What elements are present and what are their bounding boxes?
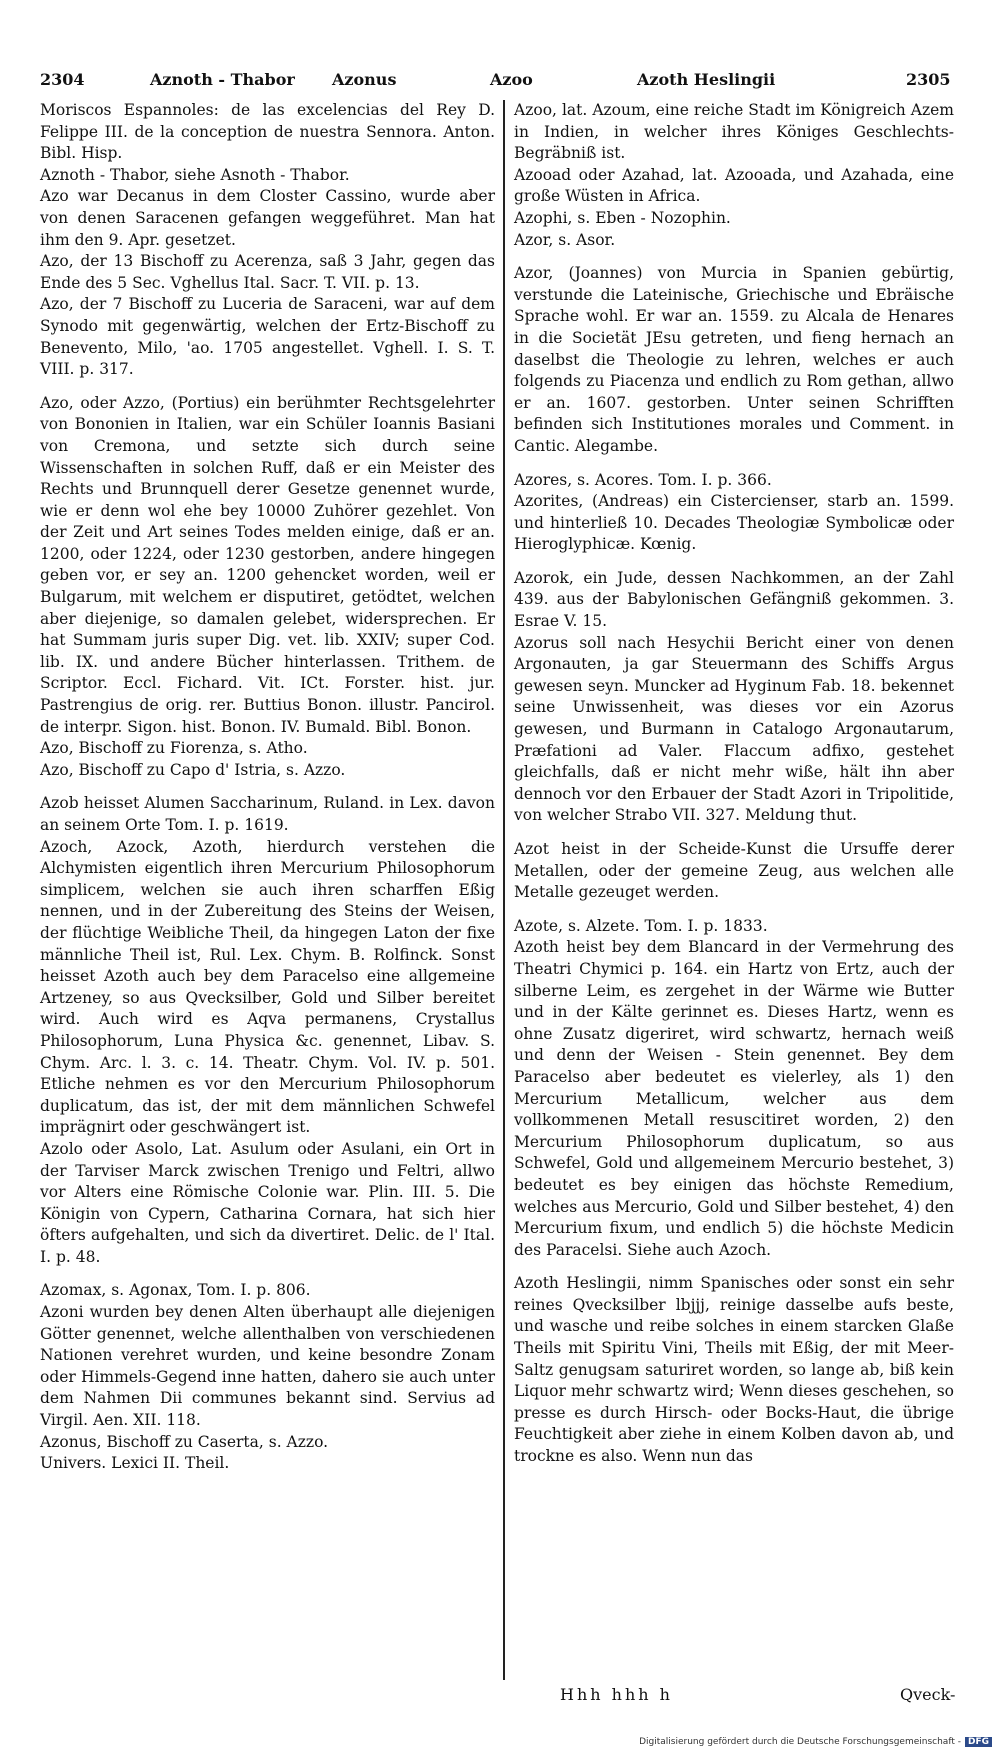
entry-aznoth-thabor: Aznoth - Thabor, siehe Asnoth - Thabor. xyxy=(40,165,350,184)
entry-azo-luceria: Azo, der 7 Bischoff zu Luceria de Saraceni, war auf dem Synodo mit gegenwärtig, welchen der Ertz-Bischoff zu Benevento, Milo, 'ao. 1705 angestellet. Vghell. I. S. T. VIII. p. 317. xyxy=(40,295,495,379)
entry-azoch: Azoch, Azock, Azoth, hierdurch verstehen die Alchymisten eigentlich ihren Mercurium Philosophorum simplicem, welchen sie auch ihren scharffen Eßig nennen, und in der Zubereitung des Steins der Weisen, der flüchtige Weibliche Theil, da hingegen Laton der fixe männliche Theil ist, Rul. Lex. Chym. B. Rolfinck. Sonst heisset Azoth auch bey dem Paracelso eine allgemeine Artzeney, so aus Qvecksilber, Gold und Silber bereitet wird. Auch wird es Aqva permanens, Crystallus Philosophorum, Luna Physica &c. genennet, Libav. S. Chym. Arc. l. 3. c. 14. Theatr. Chym. Vol. IV. p. 501. Etliche nehmen es vor den Mercurium Philosophorum duplicatum, das ist, der mit dem männlichen Schwefel imprägnirt oder geschwängert ist. xyxy=(40,837,495,1137)
entry-azoth-heslingii: Azoth Heslingii, nimm Spanisches oder sonst ein sehr reines Qvecksilber lbjjj, reinige dasselbe aufs beste, und wasche und reibe solches in einem starcken Glaße Theils mit Spiritu Vini, Theils mit Eßig, der mit Meer-Saltz genugsam saturiret worden, so lange ab, biß kein Liquor mehr schwartz wird; Wenn dieses geschehen, so presse es durch Hirsch- oder Bocks-Haut, die übrige Feuchtigkeit aber ziehe in einem Kolben davon ab, und trockne es also. Wenn nun das xyxy=(514,1274,954,1466)
right-column xyxy=(514,100,954,1468)
running-header xyxy=(40,70,960,98)
entry-azonus: Azonus, Bischoff zu Caserta, s. Azzo. xyxy=(40,1432,329,1451)
entry-azorok: Azorok, ein Jude, dessen Nachkommen, an der Zahl 439. aus der Babylonischen Gefängniß gekommen. 3. Esrae V. 15. xyxy=(514,568,954,631)
entry-azolo: Azolo oder Asolo, Lat. Asulum oder Asulani, ein Ort in der Tarviser Marck zwischen Trenigo und Feltri, allwo vor Alters eine Römische Colonie war. Plin. III. 5. Die Königin von Cypern, Catharina Cornara, hat sich hier öfters aufgehalten, und sich da divertiret. Delic. de l' Ital. I. p. 48. xyxy=(40,1139,495,1266)
entry-azores: Azores, s. Acores. Tom. I. p. 366. xyxy=(514,470,772,489)
entry-azoo: Azoo, lat. Azoum, eine reiche Stadt im Königreich Azem in Indien, in welcher ihres Königes Geschlechts-Begräbniß ist. xyxy=(514,101,954,163)
page-number-right: 2305 xyxy=(906,70,951,89)
entry-azo-azzo-portius: Azo, oder Azzo, (Portius) ein berühmter Rechtsgelehrter von Bononien in Italien, war ein Schüler Ioannis Basiani von Cremona, und setzte sich durch seine Wissenschaften in solchen Ruff, daß er ein Meister des Rechts und Brunnquell derer Gesetze genennet wurde, wie er denn wol ehe bey 10000 Zuhörer gezehlet. Von der Zeit und Art seines Todes melden einige, daß er an. 1200, oder 1224, oder 1230 gestorben, andere hingegen geben vor, er sey an. 1200 gehencket worden, weil er Bulgarum, mit welchem er disputiret, getödtet, welchen aber diejenige, so damalen gelebet, widersprechen. Er hat Summam juris super Dig. vet. lib. XXIV; super Cod. lib. IX. und andere Bücher hinterlassen. Trithem. de Scriptor. Eccl. Fichard. Vit. ICt. Forster. hist. jur. Pastrengius de orig. rer. Buttius Bonon. illustr. Pancirol. de interpr. Sigon. hist. Bonon. IV. Bumald. Bibl. Bonon. xyxy=(40,393,495,736)
dfg-logo: DFG xyxy=(965,1737,992,1747)
entry-azophi: Azophi, s. Eben - Nozophin. xyxy=(514,208,731,227)
digitization-credit xyxy=(639,1737,992,1747)
column-divider xyxy=(503,100,505,1680)
entry-azo-fiorenza: Azo, Bischoff zu Fiorenza, s. Atho. xyxy=(40,739,308,758)
volume-signature-line: Univers. Lexici II. Theil. xyxy=(40,1454,230,1473)
entry-azo-capo-distria: Azo, Bischoff zu Capo d' Istria, s. Azzo. xyxy=(40,760,346,779)
printer-signature-mark: Hhh hhh h xyxy=(560,1685,673,1704)
entry-azomax: Azomax, s. Agonax, Tom. I. p. 806. xyxy=(40,1281,311,1300)
running-title-3: Azoo xyxy=(490,70,533,89)
running-title-2: Azonus xyxy=(332,70,397,89)
entry-azorites: Azorites, (Andreas) ein Cistercienser, starb an. 1599. und hinterließ 10. Decades Theologiæ Symbolicæ oder Hieroglyphicæ. Kœnig. xyxy=(514,492,954,554)
running-title-1: Aznoth - Thabor xyxy=(150,70,295,89)
entry-azor: Azor, s. Asor. xyxy=(514,230,616,249)
page-number-left: 2304 xyxy=(40,70,85,89)
entry-azob: Azob heisset Alumen Saccharinum, Ruland. in Lex. davon an seinem Orte Tom. I. p. 1619. xyxy=(40,794,495,834)
entry-azoth: Azoth heist bey dem Blancard in der Vermehrung des Theatri Chymici p. 164. ein Hartz von Ertz, auch der silberne Leim, es zergehet in der Wärme wie Butter und in der Kälte gerinnet es. Dieses Hartz, wenn es ohne Zusatz digeriret, wird schwartz, hernach weiß und denn der Weisen - Stein genennet. Bey dem Paracelso aber bedeutet es vielerley, als 1) den Mercurium Metallicum, welcher aus dem vollkommenen Metall resuscitiret worden, 2) den Mercurium Philosophorum duplicatum, so aus Schwefel, Gold und allgemeinem Mercurio bestehet, 3) bedeutet es bey einigen das höchste Remedium, welches aus Mercurio, Gold und Silber bestehet, 4) den Mercurium fixum, und endlich 5) die höchste Medicin des Paracelsi. Siehe auch Azoch. xyxy=(514,938,954,1259)
running-title-4: Azoth Heslingii xyxy=(637,70,776,89)
entry-azot: Azot heist in der Scheide-Kunst die Ursuffe derer Metallen, oder der gemeine Zeug, aus welchen alle Metalle gezeuget werden. xyxy=(514,840,954,902)
catchword: Qveck- xyxy=(900,1685,956,1704)
entry-azo-acerenza: Azo, der 13 Bischoff zu Acerenza, saß 3 Jahr, gegen das Ende des 5 Sec. Vghellus Ital. Sacr. T. VII. p. 13. xyxy=(40,252,495,292)
entry-azooad: Azooad oder Azahad, lat. Azooada, und Azahada, eine große Wüsten in Africa. xyxy=(514,165,954,206)
entry-azor-joannes: Azor, (Joannes) von Murcia in Spanien gebürtig, verstunde die Lateinische, Griechische und Ebräische Sprache wohl. Er war an. 1559. zu Alcala de Henares in die Societät JEsu getreten, und fieng hernach an daselbst die Theologie zu lehren, welches er auch folgends zu Piacenza und endlich zu Rom gethan, allwo er an. 1607. gestorben. Unter seinen Schrifften befinden sich Institutiones morales und Comment. in Cantic. Alegambe. xyxy=(514,264,954,455)
entry-moriscos: Moriscos Espannoles: de las excelencias del Rey D. Felippe III. de la conception de nuestra Sennora. Anton. Bibl. Hisp. xyxy=(40,101,495,163)
entry-azote: Azote, s. Alzete. Tom. I. p. 1833. xyxy=(514,916,768,935)
entry-azo-decanus: Azo war Decanus in dem Closter Cassino, wurde aber von denen Saracenen gefangen weggeführet. Man hat ihm den 9. Apr. gesetzet. xyxy=(40,187,495,249)
digitization-credit-text: Digitalisierung gefördert durch die Deutsche Forschungsgemeinschaft - xyxy=(639,1737,961,1747)
entry-azorus: Azorus soll nach Hesychii Bericht einer von denen Argonauten, ja gar Steuermann des Schiffs Argus gewesen seyn. Muncker ad Hyginum Fab. 18. bekennet seine Unwissenheit, was dieses vor ein Azorus gewesen, und Burmann in Catalogo Argonautarum, Præfationi ad Valer. Flaccum adfixo, gestehet gleichfalls, daß er nicht mehr wiße, hält ihn aber dennoch vor den Erbauer der Stadt Azori in Tripolitide, von welcher Strabo VII. 327. Meldung thut. xyxy=(514,633,954,825)
left-column xyxy=(40,100,495,1475)
entry-azoni: Azoni wurden bey denen Alten überhaupt alle diejenigen Götter genennet, welche allenthalben von verschiedenen Nationen verehret wurden, und keine besondre Zonam oder Himmels-Gegend inne hatten, dahero sie auch unter dem Nahmen Dii communes bekannt sind. Servius ad Virgil. Aen. XII. 118. xyxy=(40,1303,495,1430)
